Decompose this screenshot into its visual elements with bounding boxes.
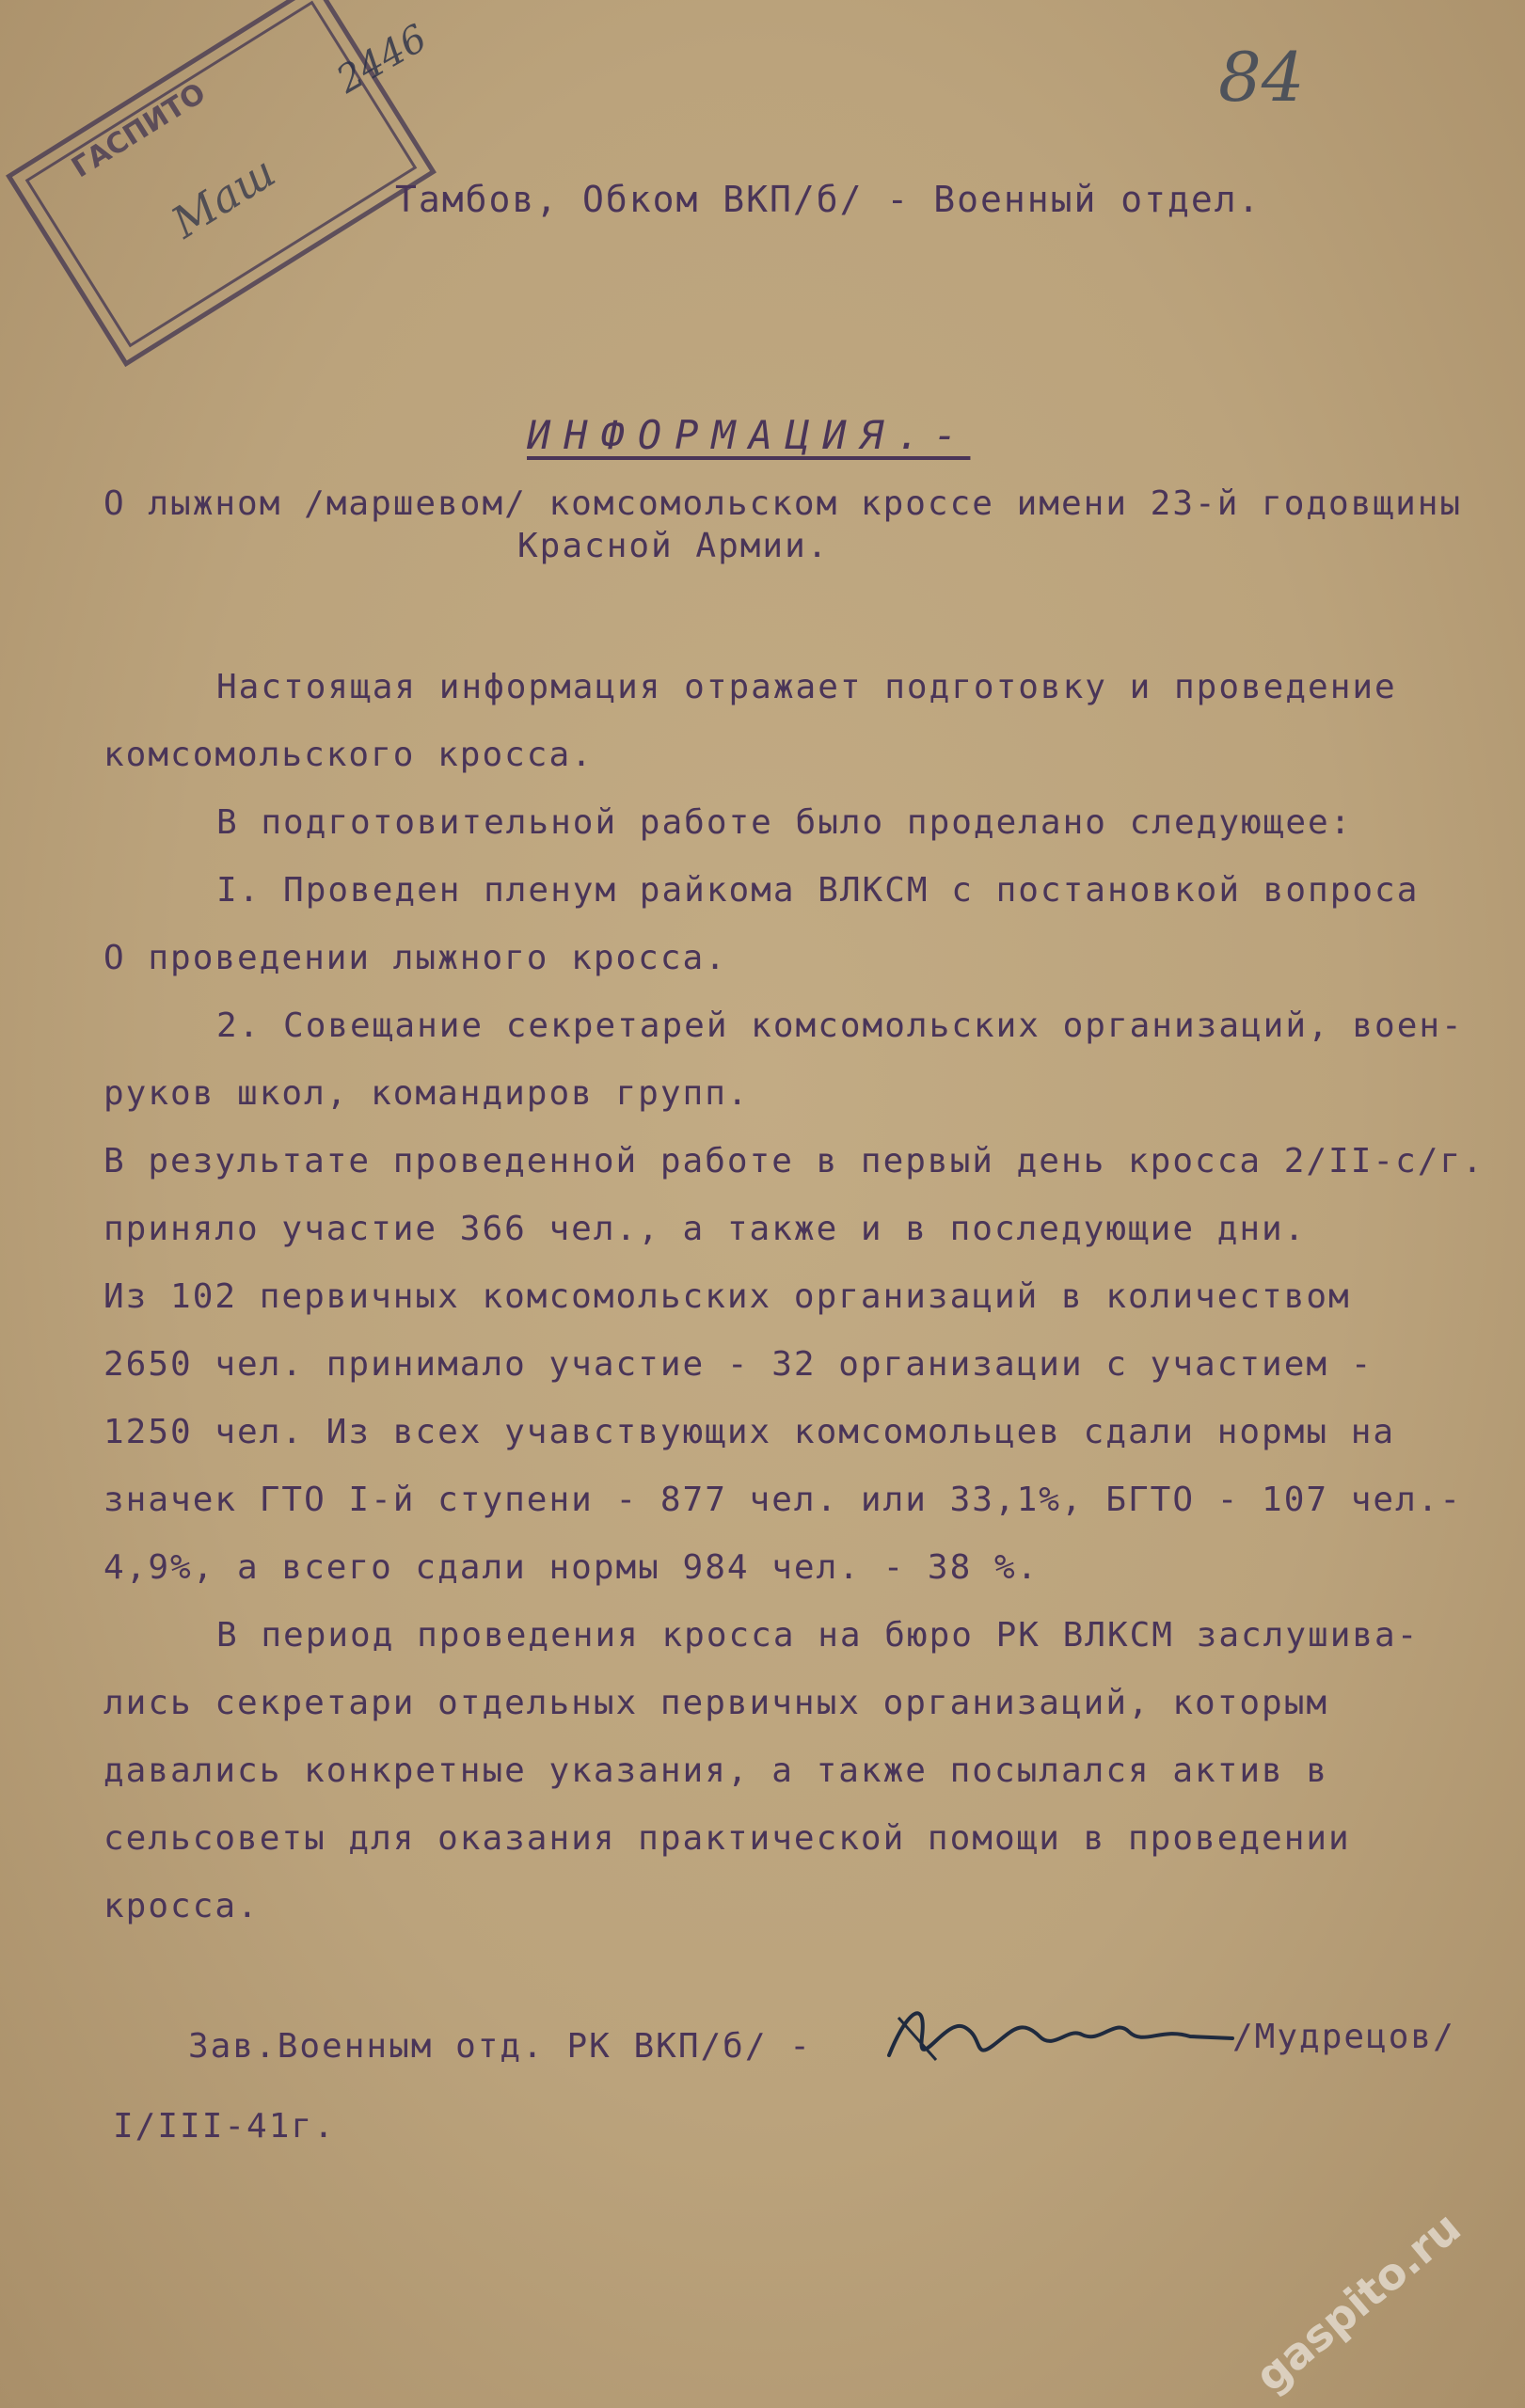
document-title: ИНФОРМАЦИЯ.-: [527, 412, 971, 458]
body-line: лись секретари отдельных первичных организаций, которым: [103, 1684, 1329, 1722]
page-number: 84: [1218, 38, 1305, 117]
body-line: 2650 чел. принимало участие - 32 организации с участием -: [103, 1345, 1374, 1384]
body-line: Настоящая информация отражает подготовку и проведение: [216, 668, 1397, 706]
body-line: В подготовительной работе было проделано следующее:: [216, 803, 1353, 842]
body-line: 2. Совещание секретарей комсомольских организаций, воен-: [216, 1006, 1464, 1045]
body-text: [103, 654, 1485, 1941]
stamp-handwriting: Маш: [162, 146, 284, 248]
header: Тамбов, Обком ВКП/б/ - Военный отдел.: [395, 179, 1262, 220]
body-line: Из 102 первичных комсомольских организаций в количеством: [103, 1277, 1351, 1316]
body-line: руков школ, командиров групп.: [103, 1074, 750, 1113]
subtitle-line-1: О лыжном /маршевом/ комсомольском кроссе имени 23-й годовщины: [103, 484, 1463, 523]
handwritten-signature: [880, 1980, 1237, 2093]
body-line: 4,9%, а всего сдали нормы 984 чел. - 38 %.: [103, 1548, 1040, 1587]
document-date: I/III-41г.: [113, 2107, 336, 2146]
subtitle-line-2: Красной Армии.: [517, 527, 830, 565]
stamp-number: 2446: [329, 16, 435, 103]
watermark: gaspito.ru: [1245, 2201, 1470, 2402]
body-line: сельсоветы для оказания практической помощи в проведении: [103, 1819, 1351, 1858]
body-line: В период проведения кросса на бюро РК ВЛКСМ заслушива-: [216, 1616, 1420, 1655]
body-line: комсомольского кросса.: [103, 736, 594, 774]
body-line: О проведении лыжного кросса.: [103, 939, 727, 977]
signature-name: /Мудрецов/: [1232, 2018, 1455, 2056]
body-line: давались конкретные указания, а также посылался актив в: [103, 1751, 1329, 1790]
body-line: приняло участие 366 чел., а также и в последующие дни.: [103, 1210, 1307, 1248]
stamp-text: ГАСПИТО: [66, 76, 212, 185]
body-line: I. Проведен пленум райкома ВЛКСМ с постановкой вопроса: [216, 871, 1420, 910]
body-line: значек ГТО I-й ступени - 877 чел. или 33,1%, БГТО - 107 чел.-: [103, 1481, 1463, 1519]
signature-title: Зав.Военным отд. РК ВКП/б/ -: [188, 2027, 812, 2066]
body-line: В результате проведенной работе в первый день кросса 2/II-с/г.: [103, 1142, 1485, 1180]
body-line: 1250 чел. Из всех учавствующих комсомольцев сдали нормы на: [103, 1413, 1396, 1451]
body-line: кросса.: [103, 1887, 260, 1925]
